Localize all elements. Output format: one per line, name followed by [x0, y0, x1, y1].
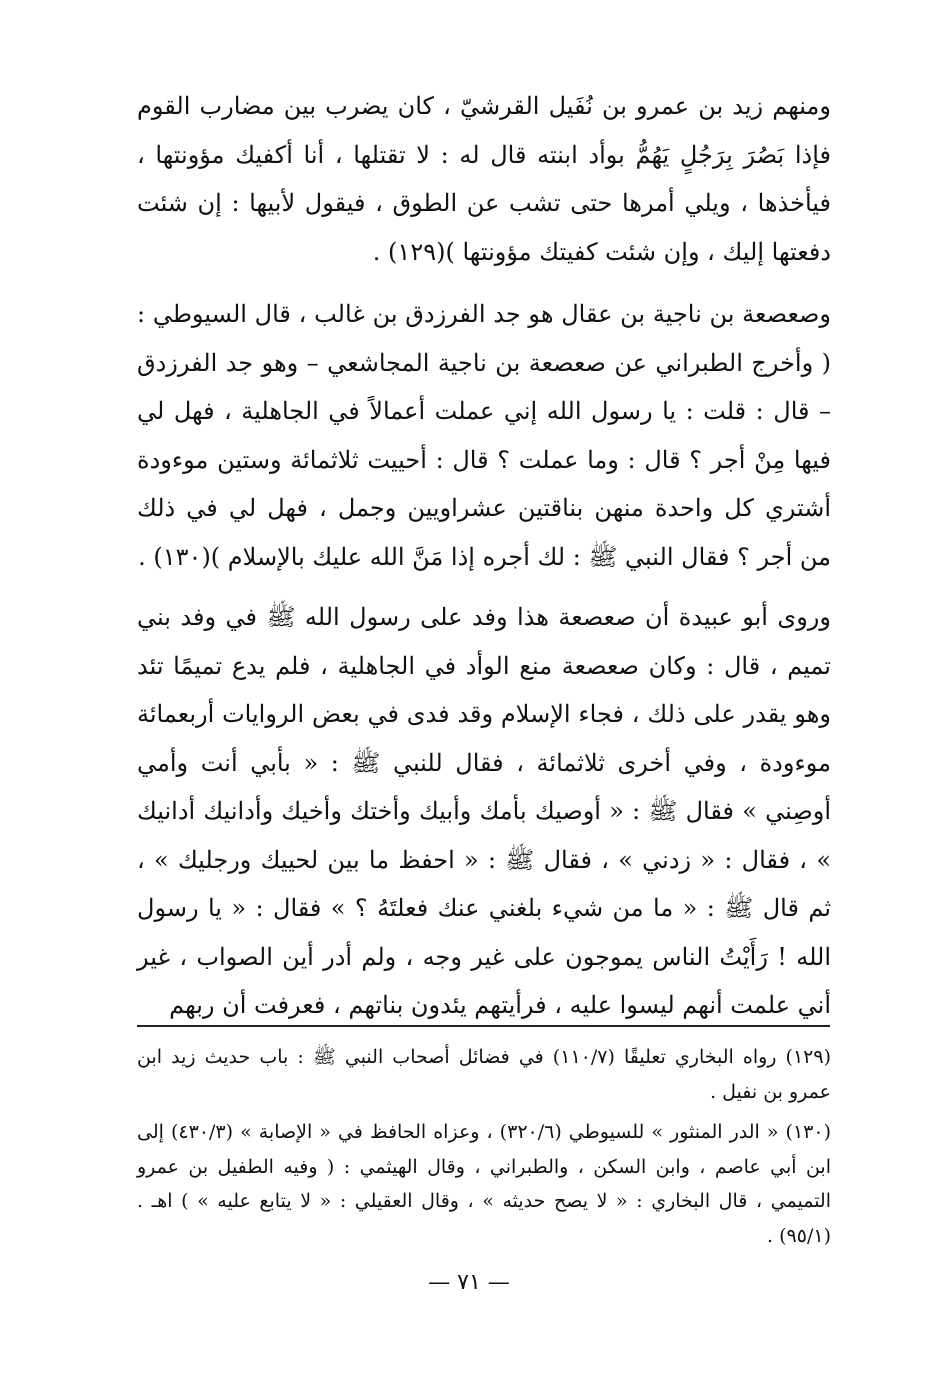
footnote-129: (١٢٩) رواه البخاري تعليقًا (١١٠/٧) في فضائل أصحاب النبي ﷺ : باب حديث زيد ابن عمرو بن نفيل . — [137, 1046, 831, 1103]
paragraph-sasaa: وصعصعة بن ناجية بن عقال هو جد الفرزدق بن غالب ، قال السيوطي : ( وأخرج الطبراني عن صعصعة بن ناجية المجاشعي – وهو جد الفرزدق – قال : قلت : يا رسول الله إني عملت أعمالاً في الجاهلية ، فهل لي فيها مِنْ أجر ؟ قال : وما عملت ؟ قال : أحييت ثلاثمائة وستين موءودة أشتري كل واحدة منهن بناقتين عشراويين وجمل ، فهل لي في ذلك من أجر ؟ فقال النبي ﷺ : لك أجره إذا مَنَّ الله عليك بالإسلام )(١٣٠) . — [137, 300, 831, 571]
paragraph-abu-ubayda: وروى أبو عبيدة أن صعصعة هذا وفد على رسول الله ﷺ في وفد بني تميم ، قال : وكان صعصعة منع الوأد في الجاهلية ، فلم يدع تميمًا تئد وهو يقدر على ذلك ، فجاء الإسلام وقد فدى في بعض الروايات أربعمائة موءودة ، وفي أخرى ثلاثمائة ، فقال للنبي ﷺ : « بأبي أنت وأمي أوصِني » فقال ﷺ : « أوصيك بأمك وأبيك وأختك وأخيك وأدانيك أدانيك » ، فقال : « زدني » ، فقال ﷺ : « احفظ ما بين لحييك ورجليك » ، ثم قال ﷺ : « ما من شيء بلغني عنك فعلتَهُ ؟ » فقال : « يا رسول الله ! رَأَيْتُ الناس يموجون على غير وجه ، ولم أدر أين الصواب ، غير أني علمت أنهم ليسوا عليه ، فرأيتهم يئدون بناتهم ، فعرفت أن ربهم — [137, 603, 831, 1019]
main-text — [137, 82, 831, 1030]
paragraph-zayd: ومنهم زيد بن عمرو بن نُفَيل القرشيّ ، كان يضرب بين مضارب القوم فإذا بَصُرَ بِرَجُلٍ يَهُمُّ بوأد ابنته قال له : لا تقتلها ، أنا أكفيك مؤونتها ، فيأخذها ، ويلي أمرها حتى تشب عن الطوق ، فيقول لأبيها : إن شئت دفعتها إليك ، وإن شئت كفيتك مؤونتها )(١٢٩) . — [137, 92, 831, 266]
footnote-130: (١٣٠) « الدر المنثور » للسيوطي (٣٢٠/٦) ، وعزاه الحافظ في « الإصابة » (٤٣٠/٣) إلى ابن أبي عاصم ، وابن السكن ، والطبراني ، وقال الهيثمي : ( وفيه الطفيل بن عمرو التميمي ، قال البخاري : « لا يصح حديثه » ، وقال العقيلي : « لا يتابع عليه » ) اهـ . (٩٥/١) . — [137, 1121, 832, 1247]
footnotes — [137, 1040, 831, 1259]
footnote-divider — [137, 1025, 830, 1027]
page-body — [137, 82, 831, 1042]
page-number: — ٧١ — — [428, 1270, 510, 1295]
